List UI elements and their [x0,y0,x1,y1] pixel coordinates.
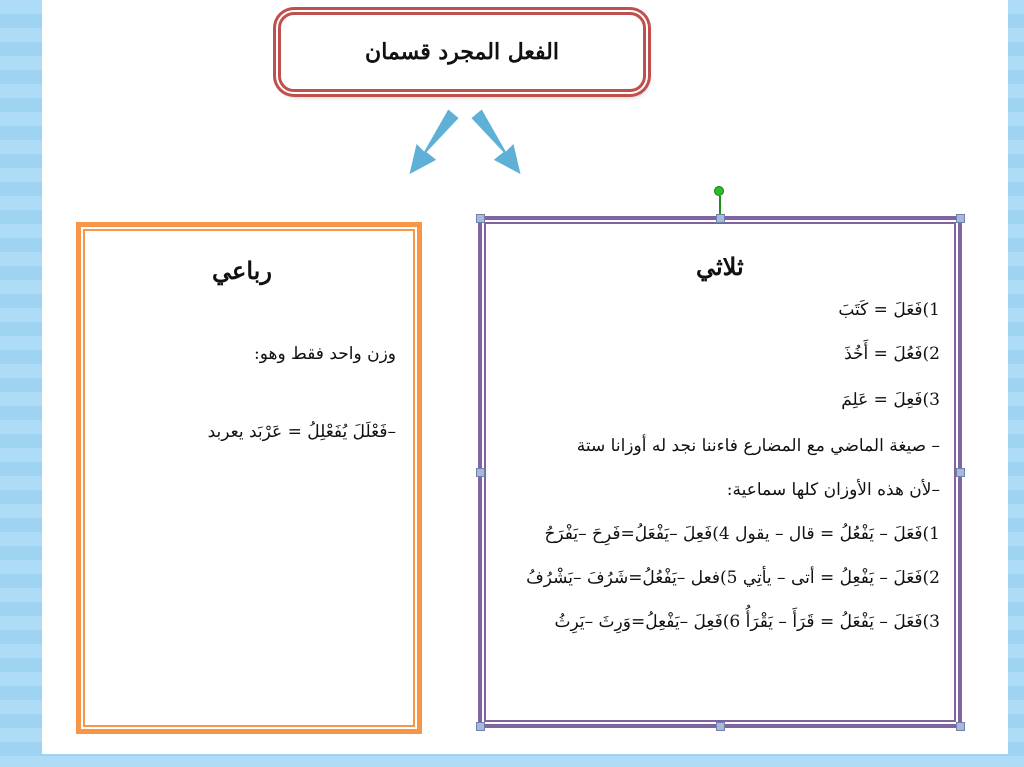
thulathi-line-5: –لأن هذه الأوزان كلها سماعية: [726,480,940,500]
rotation-handle[interactable] [714,186,724,196]
thulathi-line-8: 3)فَعَلَ – يَفْعَلُ = قَرَأَ – يَقْرَأُ 6)فَعِلَ –يَفْعِلُ=وَرِثَ –يَرِثُ [554,612,940,632]
arrow-down-left-icon [408,108,460,176]
thulathi-line-3: 3)فَعِلَ = عَلِمَ [841,390,940,410]
thulathi-line-7: 2)فَعَلَ – يَفْعِلُ = أتى – يأتِي 5)فعل –يَفْعُلُ=شَرُفَ –يَشْرُفُ [526,568,940,588]
resize-handle-bc[interactable] [716,722,725,731]
title-box [278,12,646,92]
rubai-line-1: وزن واحد فقط وهو: [253,344,396,364]
resize-handle-br[interactable] [956,722,965,731]
rubai-box [76,222,422,734]
title-text: الفعل المجرد قسمان [365,39,559,65]
thulathi-box [478,216,962,728]
thulathi-line-6: 1)فَعَلَ – يَفْعُلُ = قال – يقول 4)فَعِلَ –يَفْعَلُ=فَرِحَ –يَفْرَحُ [544,524,940,544]
thulathi-line-4: – صيغة الماضي مع المضارع فاءننا نجد له أوزانا ستة [576,436,940,456]
resize-handle-tr[interactable] [956,214,965,223]
arrow-down-right-icon [470,108,522,176]
resize-handle-mr[interactable] [956,468,965,477]
resize-handle-bl[interactable] [476,722,485,731]
thulathi-heading: ثلاثي [696,252,744,281]
split-arrows [400,100,530,190]
resize-handle-tl[interactable] [476,214,485,223]
thulathi-line-1: 1)فَعَلَ = كَتَبَ [838,300,940,320]
rubai-line-2: –فَعْلَلَ يُفَعْلِلُ = عَرْبَد يعربد [207,422,396,442]
rubai-heading: رباعي [212,256,272,285]
thulathi-line-2: 2)فَعُلَ = أَخُذَ [844,344,940,364]
resize-handle-ml[interactable] [476,468,485,477]
resize-handle-tc[interactable] [716,214,725,223]
